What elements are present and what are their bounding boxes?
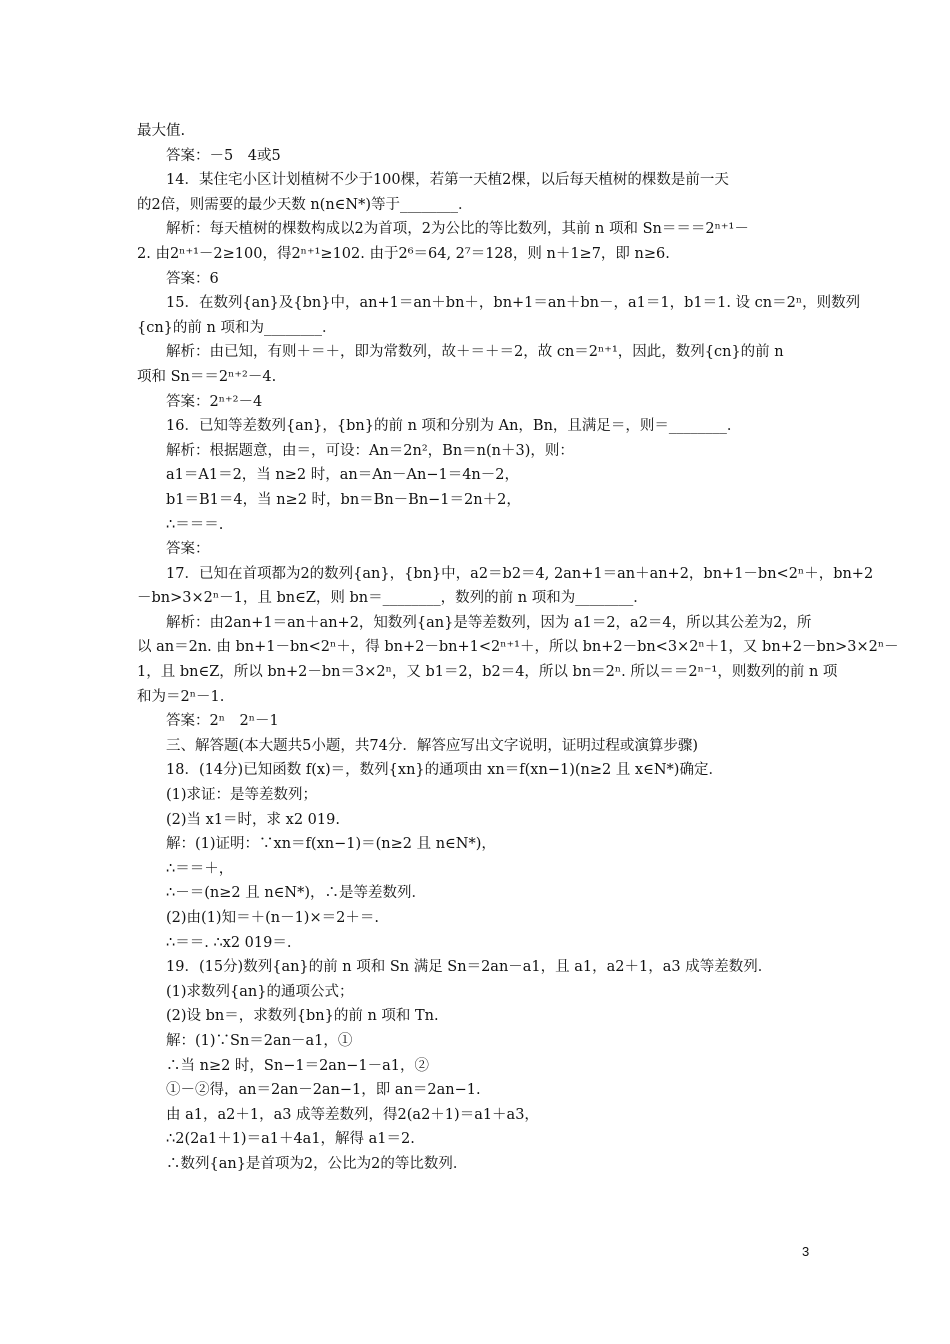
text-line: (2)由(1)知＝＋(n－1)×＝2＋＝. xyxy=(166,910,379,926)
text-line: 解析：根据题意，由＝，可设：An＝2n²，Bn＝n(n＋3)，则： xyxy=(166,442,574,459)
text-line: 1，且 bn∈Z，所以 bn+2－bn＝3×2ⁿ，又 b1＝2，b2＝4，所以 bn＝2ⁿ. 所以＝＝2ⁿ⁻¹，则数列的前 n 项 xyxy=(137,664,838,681)
text-line: (2)当 x1＝时，求 x2 019. xyxy=(166,811,340,828)
text-line: 和为＝2ⁿ－1. xyxy=(137,688,225,705)
text-line: b1＝B1＝4，当 n≥2 时，bn＝Bn－Bn−1＝2n＋2， xyxy=(166,491,521,508)
page-number: 3 xyxy=(802,1244,810,1259)
text-line: ∴当 n≥2 时，Sn−1＝2an−1－a1，② xyxy=(166,1057,430,1074)
text-line: ∴＝＝＋， xyxy=(166,860,234,877)
text-line: 由 a1，a2＋1，a3 成等差数列，得2(a2＋1)＝a1＋a3， xyxy=(166,1106,539,1123)
text-line: 答案：－5 4或5 xyxy=(166,147,281,164)
text-line: 的2倍，则需要的最少天数 n(n∈N*)等于________． xyxy=(137,196,473,213)
text-line: 答案：6 xyxy=(166,270,219,287)
text-line: ①－②得，an＝2an－2an−1，即 an＝2an−1. xyxy=(166,1082,481,1099)
text-line: 答案：2ⁿ 2ⁿ－1 xyxy=(166,713,279,730)
text-line: 答案：2ⁿ⁺²－4 xyxy=(166,393,263,410)
text-line: 16．已知等差数列{an}，{bn}的前 n 项和分别为 An，Bn，且满足＝，则＝________． xyxy=(166,418,742,435)
text-line: ∴－＝(n≥2 且 n∈N*)，∴是等差数列． xyxy=(166,885,426,902)
text-line: ∴＝＝＝. xyxy=(166,516,224,533)
text-line: 最大值. xyxy=(137,123,186,139)
text-line: 答案： xyxy=(166,541,210,558)
text-line: 项和 Sn＝＝2ⁿ⁺²－4. xyxy=(137,368,277,385)
text-line: 三、解答题(本大题共5小题，共74分．解答应写出文字说明，证明过程或演算步骤) xyxy=(166,737,698,754)
text-line: ∴2(2a1＋1)＝a1＋4a1，解得 a1＝2. xyxy=(166,1131,415,1148)
text-line: －bn>3×2ⁿ－1，且 bn∈Z，则 bn＝________，数列的前 n 项和为________． xyxy=(137,590,648,607)
text-line: 18．(14分)已知函数 f(x)＝，数列{xn}的通项由 xn＝f(xn−1)(n≥2 且 x∈N*)确定． xyxy=(166,762,723,779)
text-line: a1＝A1＝2，当 n≥2 时，an＝An－An−1＝4n－2， xyxy=(166,467,519,484)
text-line: (2)设 bn＝，求数列{bn}的前 n 项和 Tn. xyxy=(166,1008,439,1025)
text-line: (1)求数列{an}的通项公式； xyxy=(166,983,354,1000)
text-line: 解析：每天植树的棵数构成以2为首项，2为公比的等比数列，其前 n 项和 Sn＝＝＝2ⁿ⁺¹－ xyxy=(166,221,749,238)
text-line: 解：(1)∵Sn＝2an－a1，① xyxy=(166,1032,353,1049)
text-line: 以 an＝2n. 由 bn+1－bn<2ⁿ＋，得 bn+2－bn+1<2ⁿ⁺¹＋，所以 bn+2－bn<3×2ⁿ＋1，又 bn+2－bn>3×2ⁿ－ xyxy=(137,639,899,656)
text-line: 解析：由已知，有则＋＝＋，即为常数列，故＋＝＋＝2，故 cn＝2ⁿ⁺¹，因此，数列{cn}的前 n xyxy=(166,344,784,361)
text-line: 15．在数列{an}及{bn}中，an+1＝an＋bn＋，bn+1＝an＋bn－，a1＝1，b1＝1. 设 cn＝2ⁿ，则数列 xyxy=(166,295,861,312)
text-line: 解：(1)证明：∵xn＝f(xn−1)＝(n≥2 且 n∈N*)， xyxy=(166,836,496,853)
text-line: (1)求证：是等差数列； xyxy=(166,787,318,804)
text-line: {cn}的前 n 项和为________． xyxy=(137,319,337,336)
text-line: 14．某住宅小区计划植树不少于100棵，若第一天植2棵，以后每天植树的棵数是前一天 xyxy=(166,172,729,189)
text-line: ∴数列{an}是首项为2，公比为2的等比数列． xyxy=(166,1155,468,1172)
text-line: 2. 由2ⁿ⁺¹－2≥100，得2ⁿ⁺¹≥102. 由于2⁶＝64, 2⁷＝128，则 n＋1≥7，即 n≥6. xyxy=(137,245,670,262)
document-body xyxy=(137,119,899,1177)
text-line: 解析：由2an+1＝an＋an+2，知数列{an}是等差数列，因为 a1＝2，a2＝4，所以其公差为2，所 xyxy=(166,614,812,631)
text-line: ∴＝＝. ∴x2 019＝. xyxy=(166,934,292,951)
text-line: 19．(15分)数列{an}的前 n 项和 Sn 满足 Sn＝2an－a1，且 a1，a2＋1，a3 成等差数列． xyxy=(166,959,773,976)
text-line: 17．已知在首项都为2的数列{an}，{bn}中，a2＝b2＝4, 2an+1＝an＋an+2，bn+1－bn<2ⁿ＋，bn+2 xyxy=(166,565,874,582)
